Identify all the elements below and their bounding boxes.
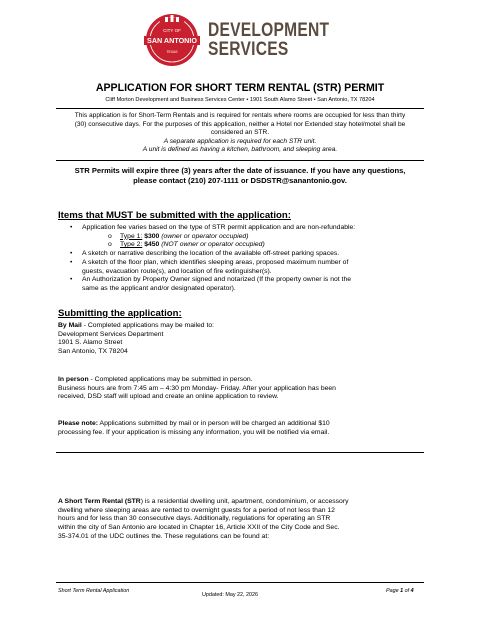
intro-italic-line: A separate application is required for each STR unit. (163, 137, 317, 145)
footer-doc-name: Short Term Rental Application (58, 588, 130, 594)
note-section: Please note: Applications submitted by mail or in person will be charged an additional $10 processing fee. If your application is missing any information, you will be notified via email. (58, 420, 330, 436)
items-list (58, 224, 426, 294)
list-subitem: o Type 1: $300 (owner or operator occupied) (58, 233, 426, 242)
office-address: Cliff Morton Development and Business Services Center • 1901 South Alamo Street • San Antonio, TX 78204 (105, 97, 375, 103)
str-definition: A Short Term Rental (STR) is a residential dwelling unit, apartment, condominium, or accessory dwelling where sleeping areas are rented to overnight guests for a period of not less than 12 hours and for less than 30 consecutive days. Additionally, regulations for operating an STR within the city of San Antonio are located in Chapter 16, Article XXII of the City Code and Sec. 35-374.01 of the UDC outlines the. These regulations can be found at: (58, 498, 349, 540)
brand-line-1: DEVELOPMENT (208, 20, 330, 41)
intro-line: considered an STR. (210, 129, 270, 137)
footer-updated: Updated: May 22, 2026 (202, 592, 259, 598)
seal-bottom-text: TEXAS (166, 50, 178, 54)
mail-section: By Mail - Completed applications may be mailed to: Development Services Department 1901 S. Alamo Street San Antonio, TX 78204 (58, 322, 428, 357)
list-item: • A sketch of the floor plan, which identifies sleeping areas, proposed maximum number of guests, evacuation route(s), and location of fire extinguisher(s). (58, 259, 426, 276)
city-seal-icon (142, 12, 202, 68)
dsd-logo (142, 12, 342, 68)
intro-line: This application is for Short-Term Rentals and is required for rentals where rooms are occupied for less than thirty (74, 112, 406, 119)
divider (56, 452, 424, 453)
mail-address-line: San Antonio, TX 78204 (58, 348, 128, 356)
footer-page-number: Page 1 of 4 (386, 588, 414, 594)
mail-address-line: Development Services Department (58, 330, 164, 338)
list-item: • An Authorization by Property Owner signed and notarized (If the property owner is not the same as the applicant and/or designated operator). (58, 276, 426, 293)
intro-italic-line: A unit is defined as having a kitchen, bathroom, and sleeping area. (142, 146, 338, 154)
intro-text (58, 112, 422, 155)
brand-line-2: SERVICES (208, 39, 289, 60)
intro-line: (30) consecutive days. For the purposes of this application, neither a Hotel nor Extended stay hotel/motel shall be (74, 120, 406, 128)
submitting-heading: Submitting the application: (58, 308, 182, 319)
expiration-notice (58, 166, 422, 185)
brand-wordmark (208, 21, 356, 59)
in-person-section: In person - Completed applications may be submitted in person. Business hours are from 7:45 am – 4:30 pm Monday- Friday. After your application has been received, DSD staff will upload and create an online application to review. (58, 376, 336, 401)
divider (56, 108, 424, 109)
seal-main-text: SAN ANTONIO (147, 36, 197, 46)
items-heading: Items that MUST be submitted with the application: (58, 210, 291, 221)
expiration-line: please contact (210) 207-1111 or DSDSTR@sanantonio.gov. (133, 175, 347, 185)
seal-top-text: CITY OF (163, 28, 181, 33)
list-subitem: o Type 2: $450 (NOT owner or operator occupied) (58, 241, 426, 250)
divider (56, 160, 424, 161)
page-title: APPLICATION FOR SHORT TERM RENTAL (STR) PERMIT (95, 82, 385, 94)
footer-divider (56, 582, 424, 583)
expiration-line: STR Permits will expire three (3) years after the date of issuance. If you have any questions, (74, 166, 406, 175)
list-item: • Application fee varies based on the type of STR permit application and are non-refundable: (58, 224, 426, 233)
mail-address-line: 1901 S. Alamo Street (58, 339, 123, 347)
list-item: • A sketch or narrative describing the location of the available off-street parking spaces. (58, 250, 426, 259)
